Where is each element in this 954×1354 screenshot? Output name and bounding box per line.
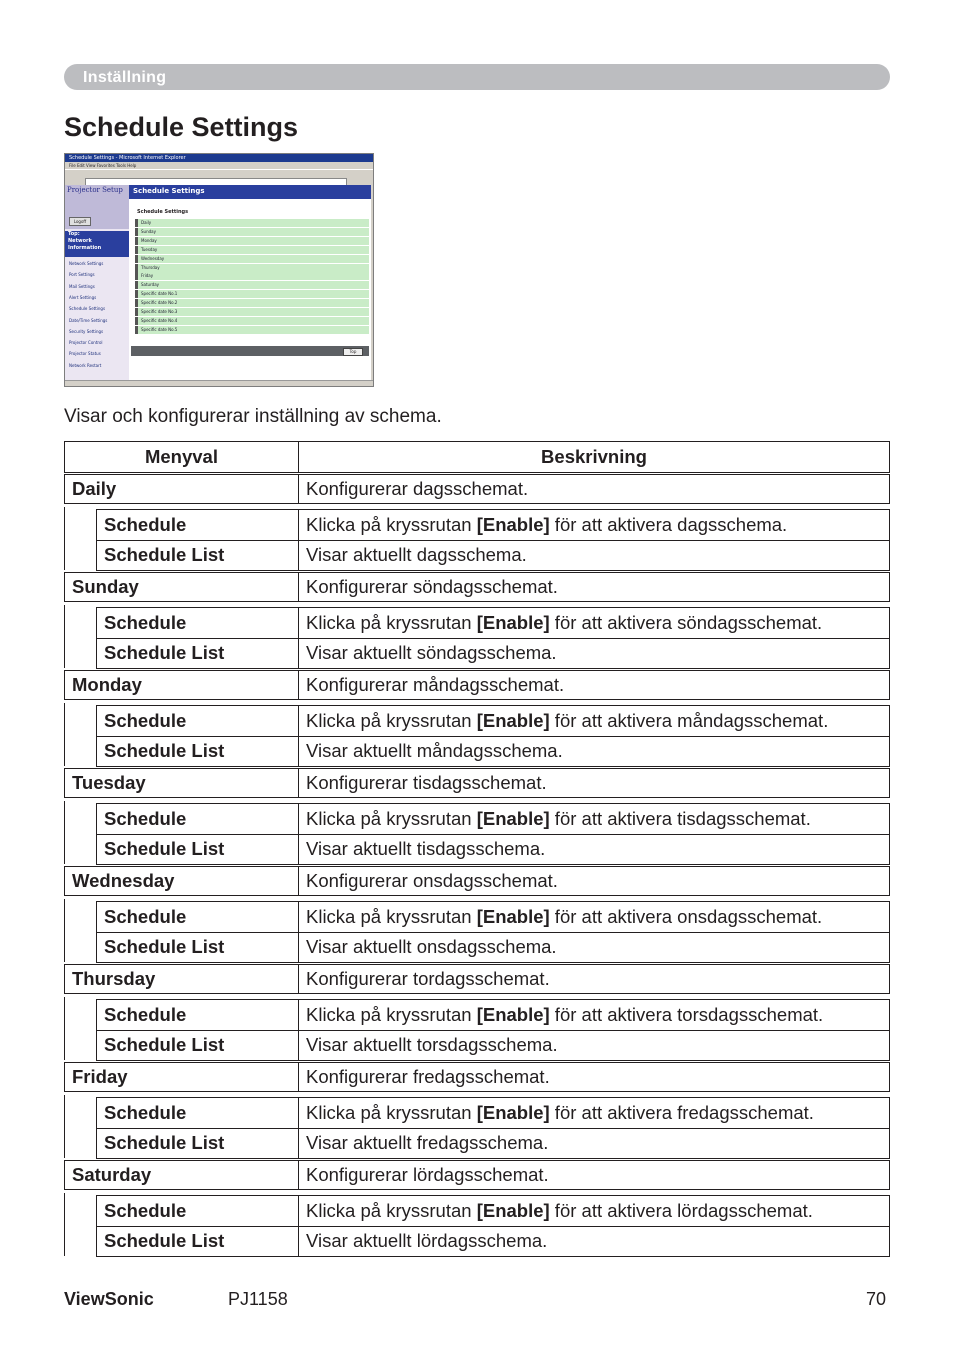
description-text: Klicka på kryssrutan [306,905,477,927]
menu-item-description: Konfigurerar tisdagsschemat. [298,768,890,798]
menu-item-description: Konfigurerar fredagsschemat. [298,1062,890,1092]
shot-sidebar-head [65,185,129,229]
submenu-description [298,999,890,1031]
shot-nav-item: Mail Settings [69,283,95,289]
menu-item-tuesday: Tuesday [64,768,299,798]
description-text: Klicka på kryssrutan [306,1199,477,1221]
description-text: för att aktivera måndagsschemat. [549,709,829,731]
section-label: Inställning [83,69,167,86]
browser-title: Schedule Settings - Microsoft Internet Explorer [69,155,186,161]
shot-logoff-button: Logoff [69,217,91,226]
submenu-bracket [64,1193,97,1256]
shot-schedule-row: Wednesday [135,255,369,263]
description-text: för att aktivera lördagsschemat. [549,1199,813,1221]
submenu-description [298,1097,890,1129]
description-text: för att aktivera onsdagsschemat. [549,905,823,927]
submenu-item: Schedule List [96,834,299,866]
submenu-bracket [64,997,97,1060]
menu-item-description: Konfigurerar dagsschemat. [298,474,890,504]
submenu-item: Schedule [96,1195,299,1227]
submenu-description [298,1195,890,1227]
page-title: Schedule Settings [64,112,299,142]
enable-checkbox-label: [Enable] [476,807,550,829]
description-text: Klicka på kryssrutan [306,513,477,535]
shot-schedule-row: Sunday [135,228,369,236]
enable-checkbox-label: [Enable] [476,1101,550,1123]
shot-sidebar [65,185,129,380]
submenu-description: Visar aktuellt fredagsschema. [298,1128,890,1160]
intro-text: Visar och konfigurerar inställning av schema. [64,406,442,427]
shot-nav-top-line: Network [68,238,92,244]
submenu-item: Schedule List [96,1128,299,1160]
shot-nav-top-line: Information [68,245,102,251]
submenu-bracket [64,1095,97,1158]
shot-nav-item: Projector Status [69,351,101,357]
description-text: Klicka på kryssrutan [306,709,477,731]
shot-nav-item: Alert Settings [69,294,97,300]
shot-schedule-row: Specific date No.2 [135,299,369,307]
browser-menu: File Edit View Favorites Tools Help [69,163,137,168]
menu-item-wednesday: Wednesday [64,866,299,896]
submenu-item: Schedule [96,901,299,933]
shot-nav-top-line: Top: [68,231,80,237]
menu-item-friday: Friday [64,1062,299,1092]
shot-bottom-bar [131,346,369,356]
menu-item-daily: Daily [64,474,299,504]
shot-nav-item: Security Settings [69,328,104,334]
shot-schedule-row: Specific date No.3 [135,308,369,316]
schedule-settings-screenshot [64,153,374,387]
submenu-description: Visar aktuellt tisdagsschema. [298,834,890,866]
description-text: Klicka på kryssrutan [306,611,477,633]
shot-top-button: Top [343,348,363,356]
shot-schedule-row: Specific date No.4 [135,317,369,325]
shot-logo: Projector Setup [67,186,123,194]
description-text: för att aktivera fredagsschemat. [549,1101,814,1123]
submenu-description: Visar aktuellt dagsschema. [298,540,890,572]
submenu-item: Schedule List [96,1226,299,1258]
shot-main-header-label: Schedule Settings [133,187,205,195]
shot-schedule-row: Specific date No.1 [135,290,369,298]
shot-schedule-row: Friday [135,272,369,280]
submenu-bracket [64,801,97,864]
enable-checkbox-label: [Enable] [476,905,550,927]
description-text: Klicka på kryssrutan [306,1003,477,1025]
submenu-description: Visar aktuellt måndagsschema. [298,736,890,768]
submenu-item: Schedule List [96,1030,299,1062]
submenu-bracket [64,605,97,668]
shot-schedule-row: Thursday [135,264,369,272]
enable-checkbox-label: [Enable] [476,1199,550,1221]
menu-item-saturday: Saturday [64,1160,299,1190]
menu-item-thursday: Thursday [64,964,299,994]
shot-nav-item: Date/Time Settings [69,317,108,323]
shot-nav-item: Network Restart [69,362,102,368]
column-header-menu: Menyval [64,441,299,473]
submenu-item: Schedule [96,705,299,737]
submenu-description: Visar aktuellt söndagsschema. [298,638,890,670]
column-header-description: Beskrivning [298,441,890,473]
shot-nav-item: Network Settings [69,261,104,266]
submenu-bracket [64,899,97,962]
menu-item-monday: Monday [64,670,299,700]
submenu-item: Schedule [96,999,299,1031]
shot-main-body [129,199,371,380]
description-text: för att aktivera söndagsschemat. [549,611,823,633]
shot-nav-top [65,231,129,257]
submenu-item: Schedule [96,803,299,835]
enable-checkbox-label: [Enable] [476,611,550,633]
shot-nav-item: Projector Control [69,340,103,346]
shot-nav-item: Port Settings [69,272,95,278]
enable-checkbox-label: [Enable] [476,709,550,731]
browser-statusbar [65,380,373,387]
enable-checkbox-label: [Enable] [476,1003,550,1025]
section-bar [64,64,890,90]
menu-item-description: Konfigurerar söndagsschemat. [298,572,890,602]
footer-brand: ViewSonic [64,1289,154,1309]
menu-item-description: Konfigurerar lördagsschemat. [298,1160,890,1190]
submenu-item: Schedule List [96,540,299,572]
footer-page-number: 70 [866,1289,887,1309]
shot-schedule-row: Daily [135,219,369,227]
submenu-description: Visar aktuellt torsdagsschema. [298,1030,890,1062]
shot-schedule-row: Monday [135,237,369,245]
footer-model: PJ1158 [228,1289,288,1309]
submenu-item: Schedule List [96,932,299,964]
submenu-item: Schedule [96,1097,299,1129]
submenu-description [298,803,890,835]
submenu-item: Schedule List [96,638,299,670]
submenu-description: Visar aktuellt lördagsschema. [298,1226,890,1258]
description-text: för att aktivera torsdagsschemat. [549,1003,824,1025]
menu-item-description: Konfigurerar måndagsschemat. [298,670,890,700]
submenu-description [298,705,890,737]
menu-item-description: Konfigurerar onsdagsschemat. [298,866,890,896]
menu-item-sunday: Sunday [64,572,299,602]
submenu-item: Schedule List [96,736,299,768]
submenu-item: Schedule [96,607,299,639]
shot-schedule-row: Saturday [135,281,369,289]
shot-nav-item: Schedule Settings [69,306,106,312]
menu-item-description: Konfigurerar tordagsschemat. [298,964,890,994]
submenu-description: Visar aktuellt onsdagsschema. [298,932,890,964]
browser-menubar [65,162,373,169]
description-text: för att aktivera dagsschema. [549,513,788,535]
submenu-bracket [64,703,97,766]
enable-checkbox-label: [Enable] [476,513,550,535]
submenu-item: Schedule [96,509,299,541]
submenu-description [298,509,890,541]
browser-toolbar [65,169,373,178]
shot-schedule-row: Tuesday [135,246,369,254]
shot-body-title: Schedule Settings [137,209,189,215]
shot-schedule-row: Specific date No.5 [135,326,369,334]
shot-main-header [129,185,371,199]
submenu-bracket [64,507,97,570]
submenu-description [298,607,890,639]
submenu-description [298,901,890,933]
description-text: Klicka på kryssrutan [306,807,477,829]
description-text: för att aktivera tisdagsschemat. [549,807,811,829]
browser-titlebar [65,154,373,162]
description-text: Klicka på kryssrutan [306,1101,477,1123]
